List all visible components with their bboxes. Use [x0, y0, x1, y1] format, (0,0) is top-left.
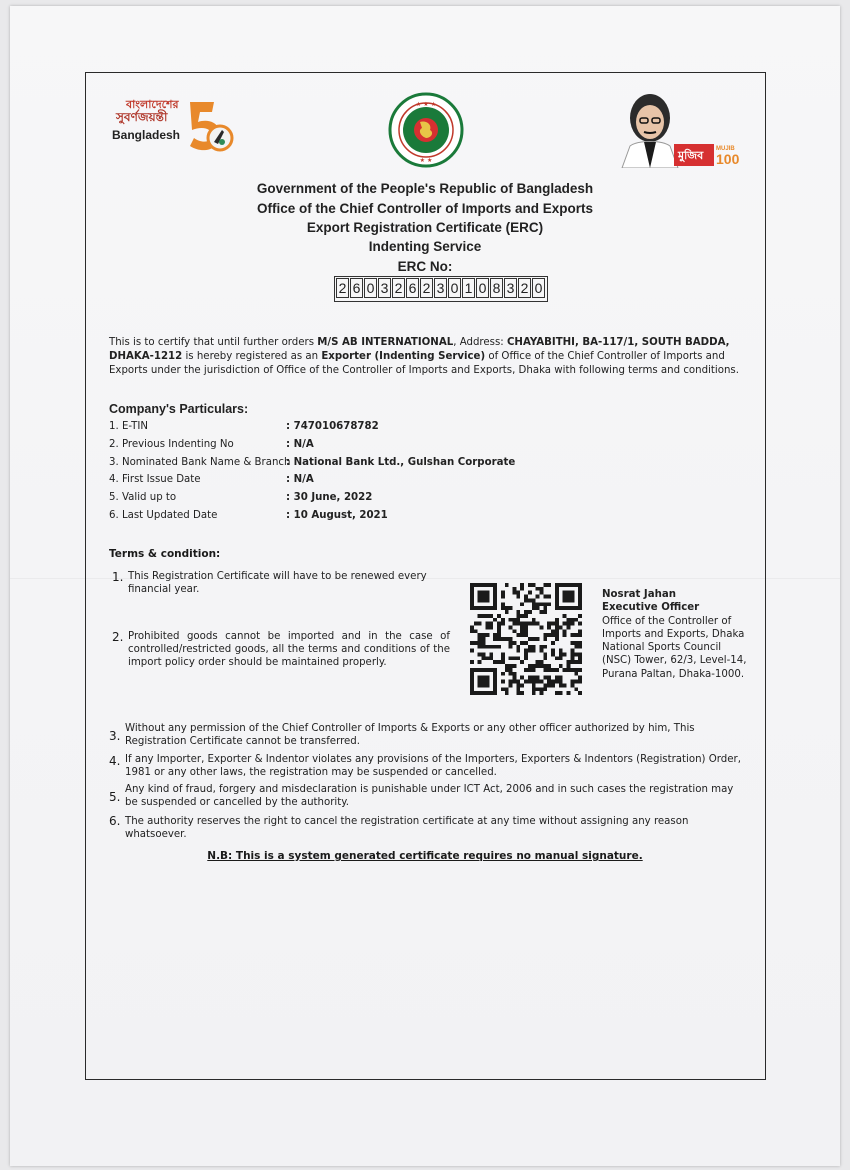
header-line-certificate: Export Registration Certificate (ERC)	[306, 220, 544, 235]
erc-digit: 6	[350, 278, 363, 298]
header-line-government: Government of the People's Republic of Bangladesh	[256, 181, 594, 196]
erc-digit: 3	[434, 278, 447, 298]
particulars-row	[109, 439, 669, 457]
company-name: M/S AB INTERNATIONAL	[317, 337, 454, 348]
government-seal-icon	[388, 92, 464, 168]
particulars-value: : National Bank Ltd., Gulshan Corporate	[286, 456, 516, 468]
term-text: The authority reserves the right to cancel the registration certificate at any time without assigning any reason whatsoever.	[125, 816, 689, 840]
officer-block	[602, 588, 752, 681]
logo-bn-line2: সুবর্ণজয়ন্তী	[116, 110, 168, 124]
particulars-value: : 30 June, 2022	[286, 492, 373, 504]
particulars-row	[109, 510, 669, 528]
officer-name: Nosrat Jahan	[602, 589, 676, 600]
officer-designation: Executive Officer	[602, 602, 700, 614]
erc-digit: 1	[462, 278, 475, 298]
erc-digit: 0	[532, 278, 545, 298]
officer-address: Office of the Controller of Imports and Exports, Dhaka National Sports Council (NSC) Tower, 62/3, Level-14, Purana Paltan, Dhaka-1000.	[602, 615, 747, 680]
erc-digit: 2	[420, 278, 433, 298]
header-line-office: Office of the Chief Controller of Imports and Exports	[256, 201, 594, 216]
term-text: Prohibited goods cannot be imported and in the case of controlled/restricted goods, all the terms and conditions of the import policy order should be maintained properly.	[128, 631, 450, 668]
particulars-row	[109, 421, 669, 439]
certification-paragraph	[109, 336, 749, 378]
cert-text-1: This is to certify that until further orders	[109, 337, 318, 348]
particulars-value: : N/A	[286, 438, 314, 450]
mujib-100-logo	[620, 88, 740, 168]
term-number: 1.	[112, 570, 124, 584]
term-text: If any Importer, Exporter & Indentor violates any provisions of the Importers, Exporters & Indentors (Registration) Order, 1981 or any other laws, the registration may be suspended or cancelled.	[125, 754, 741, 778]
qr-code-icon[interactable]	[470, 583, 582, 695]
logo-bn-line1: বাংলাদেশের	[126, 98, 179, 111]
erc-digit: 0	[364, 278, 377, 298]
cert-text-3: is hereby registered as an	[182, 351, 322, 362]
logo-100: 100	[716, 151, 740, 167]
cert-text-4: of Office of the Chief Controller of Imports and Exports under the jurisdiction of Office of the Controller of Imports and Exports, Dhaka with following terms and conditions.	[109, 351, 739, 376]
particulars-row	[109, 492, 669, 510]
svg-text:★ ★ ★: ★ ★ ★	[415, 101, 437, 108]
logo-mujib-bn: মুজিব	[678, 149, 704, 162]
erc-digit: 0	[448, 278, 461, 298]
svg-text:★ ★: ★ ★	[419, 157, 433, 164]
erc-digit: 0	[476, 278, 489, 298]
particulars-label: 4. First Issue Date	[109, 474, 201, 486]
erc-number-box	[334, 276, 548, 302]
particulars-row	[109, 474, 669, 492]
term-number: 6.	[109, 814, 121, 828]
jubilee-50-icon	[184, 98, 234, 154]
term-number: 4.	[109, 754, 121, 768]
erc-digit: 2	[336, 278, 349, 298]
particulars-label: 3. Nominated Bank Name & Branch	[109, 456, 291, 468]
term-number: 3.	[109, 729, 121, 743]
terms-title: Terms & condition:	[109, 548, 221, 560]
particulars-label: 6. Last Updated Date	[109, 510, 218, 521]
particulars-row	[109, 457, 669, 475]
particulars-value: : 10 August, 2021	[286, 510, 388, 521]
golden-jubilee-logo	[112, 96, 240, 158]
term-text: This Registration Certificate will have to be renewed every financial year.	[128, 571, 427, 595]
erc-digit: 8	[490, 278, 503, 298]
cert-text-2: , Address:	[453, 337, 507, 348]
particulars-label: 5. Valid up to	[109, 492, 177, 504]
logo-en-text: Bangladesh	[112, 128, 181, 142]
particulars-label: 2. Previous Indenting No	[109, 438, 234, 450]
erc-digit: 2	[518, 278, 531, 298]
term-number: 2.	[112, 630, 124, 644]
term-text: Without any permission of the Chief Controller of Imports & Exports or any other officer authorized by him, This Registration Certificate cannot be transferred.	[125, 723, 695, 747]
erc-label: ERC No:	[397, 259, 453, 274]
erc-digit: 3	[504, 278, 517, 298]
header-line-service: Indenting Service	[368, 239, 482, 254]
particulars-value: : 747010678782	[286, 421, 379, 432]
erc-digit: 3	[378, 278, 391, 298]
term-number: 5.	[109, 790, 121, 804]
particulars-value: : N/A	[286, 474, 314, 486]
logo-mujib-en: MUJIB	[716, 146, 735, 152]
company-address: CHAYABITHI, BA-117/1, SOUTH BADDA, DHAKA-1212	[109, 337, 730, 362]
particulars-label: 1. E-TIN	[109, 421, 148, 432]
registration-type: Exporter (Indenting Service)	[321, 351, 486, 362]
erc-digit: 2	[392, 278, 405, 298]
particulars-title: Company's Particulars:	[109, 402, 249, 416]
term-text: Any kind of fraud, forgery and misdeclaration is punishable under ICT Act, 2006 and in such cases the registration may be suspended or cancelled by the authority.	[125, 784, 734, 808]
erc-digit: 6	[406, 278, 419, 298]
system-generated-note: N.B: This is a system generated certificate requires no manual signature.	[207, 850, 643, 862]
